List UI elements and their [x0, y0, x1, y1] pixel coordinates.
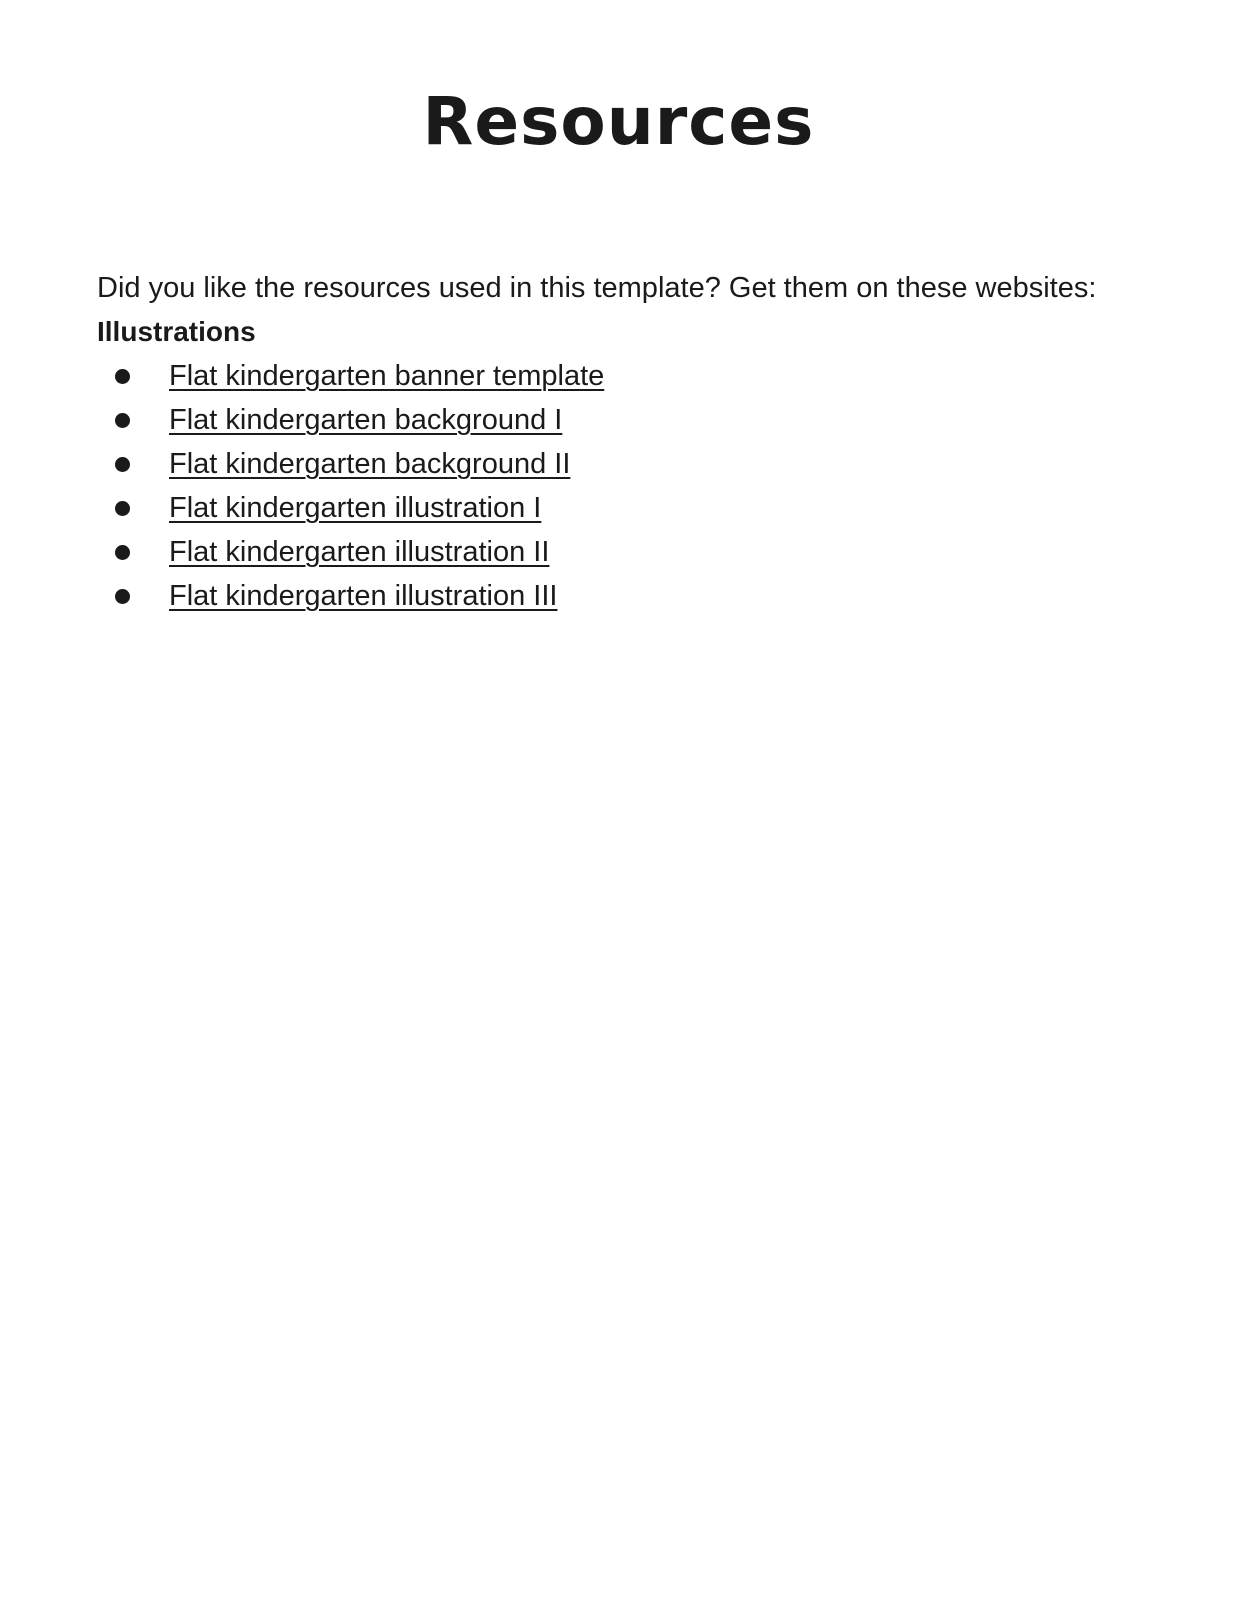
resource-link[interactable]: Flat kindergarten banner template	[169, 360, 605, 392]
bullet-icon	[115, 369, 130, 384]
list-item	[97, 530, 1147, 574]
bullet-icon	[115, 457, 130, 472]
page-title: Resources	[422, 83, 815, 160]
resource-link[interactable]: Flat kindergarten illustration II	[169, 536, 550, 568]
bullet-icon	[115, 501, 130, 516]
list-item	[97, 486, 1147, 530]
resource-link[interactable]: Flat kindergarten illustration I	[169, 492, 542, 524]
list-item	[97, 398, 1147, 442]
resource-link[interactable]: Flat kindergarten illustration III	[169, 580, 558, 612]
list-item	[97, 574, 1147, 618]
intro-text: Did you like the resources used in this template? Get them on these websites:	[97, 272, 1097, 304]
resource-link[interactable]: Flat kindergarten background II	[169, 448, 571, 480]
list-item	[97, 442, 1147, 486]
section-heading-illustrations: Illustrations	[97, 316, 256, 347]
bullet-icon	[115, 413, 130, 428]
bullet-icon	[115, 545, 130, 560]
bullet-icon	[115, 589, 130, 604]
resources-content	[97, 266, 1147, 618]
resource-link[interactable]: Flat kindergarten background I	[169, 404, 563, 436]
list-item	[97, 354, 1147, 398]
illustrations-link-list	[97, 354, 1147, 618]
